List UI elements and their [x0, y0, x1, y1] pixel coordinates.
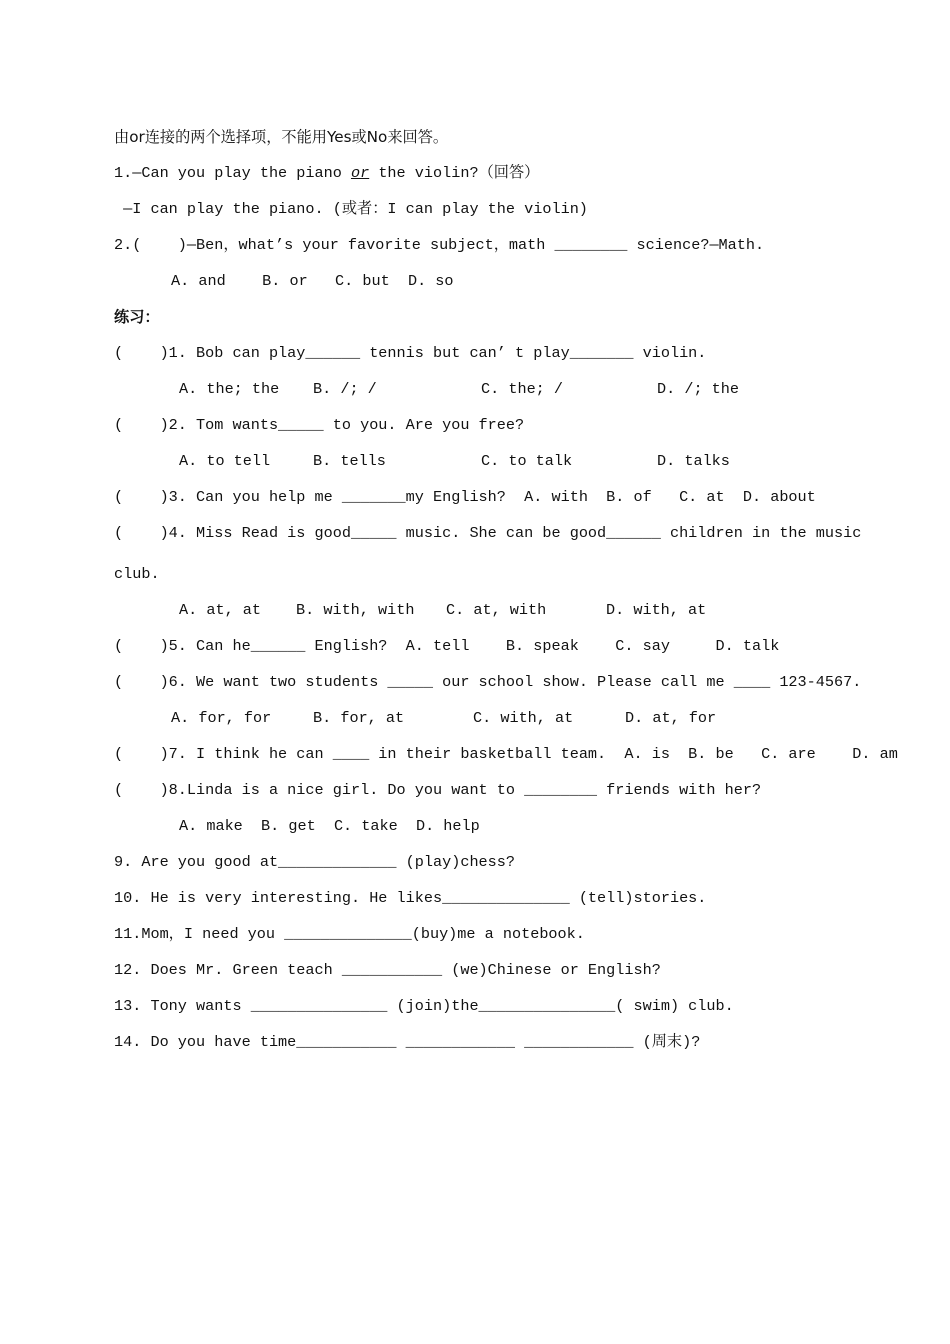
- fill-item-11: 11.Mom，I need you ______________(buy)me a notebook.: [114, 925, 585, 943]
- practice-item-2: ( )2. Tom wants_____ to you. Are you free?: [114, 416, 525, 434]
- practice-item-6: ( )6. We want two students _____ our school show. Please call me ____ 123-4567.: [114, 673, 862, 691]
- practice-item-8: ( )8.Linda is a nice girl. Do you want to ________ friends with her?: [114, 781, 762, 799]
- item-1-option-b: B. /; /: [313, 380, 377, 398]
- item-4-option-c: C. at, with: [446, 601, 547, 619]
- item-1-option-a: A. the; the: [179, 380, 280, 398]
- item-2-option-d: D. talks: [657, 452, 730, 470]
- practice-title: 练习：: [114, 308, 160, 326]
- practice-item-3: ( )3. Can you help me _______my English? A. with B. of C. at D. about: [114, 488, 816, 506]
- item-1-option-d: D. /; the: [657, 380, 740, 398]
- example-question-2: 2.( )—Ben，what’s your favorite subject，math ________ science?—Math.: [114, 236, 765, 254]
- item-4-option-d: D. with, at: [606, 601, 707, 619]
- fill-item-10: 10. He is very interesting. He likes______________ (tell)stories.: [114, 889, 707, 907]
- fill-item-14: 14. Do you have time___________ ____________ ____________ (周末)?: [114, 1033, 701, 1051]
- item-1-option-c: C. the; /: [481, 380, 564, 398]
- item-2-option-c: C. to talk: [481, 452, 573, 470]
- item-6-option-c: C. with, at: [473, 709, 574, 727]
- item-2-option-b: B. tells: [313, 452, 386, 470]
- practice-item-4-continued: club.: [114, 565, 160, 583]
- fill-item-12: 12. Does Mr. Green teach ___________ (we)Chinese or English?: [114, 961, 661, 979]
- example-question-1: [114, 163, 539, 183]
- item-6-option-b: B. for, at: [313, 709, 405, 727]
- practice-item-1: ( )1. Bob can play______ tennis but can’ t play_______ violin.: [114, 344, 707, 362]
- item-6-option-a: A. for, for: [171, 709, 272, 727]
- example-answer-1: —I can play the piano. (或者：I can play the violin): [114, 200, 588, 218]
- intro-note: 由or连接的两个选择项，不能用Yes或No来回答。: [114, 128, 449, 146]
- item-4-option-b: B. with, with: [296, 601, 415, 619]
- example-q1-or: or: [350, 164, 370, 182]
- practice-item-4: ( )4. Miss Read is good_____ music. She can be good______ children in the music: [114, 524, 862, 542]
- fill-item-13: 13. Tony wants _______________ (join)the_______________( swim) club.: [114, 997, 734, 1015]
- item-4-option-a: A. at, at: [179, 601, 262, 619]
- item-8-options: A. make B. get C. take D. help: [179, 817, 480, 835]
- example-q1-post: the violin?（回答）: [369, 164, 540, 182]
- example-q1-pre: 1.—Can you play the piano: [114, 164, 351, 182]
- example-q2-options: A. and B. or C. but D. so: [171, 272, 454, 290]
- item-2-option-a: A. to tell: [179, 452, 271, 470]
- practice-item-7: ( )7. I think he can ____ in their basketball team. A. is B. be C. are D. am: [114, 745, 898, 763]
- fill-item-9: 9. Are you good at_____________ (play)chess?: [114, 853, 516, 871]
- practice-item-5: ( )5. Can he______ English? A. tell B. speak C. say D. talk: [114, 637, 780, 655]
- item-6-option-d: D. at, for: [625, 709, 717, 727]
